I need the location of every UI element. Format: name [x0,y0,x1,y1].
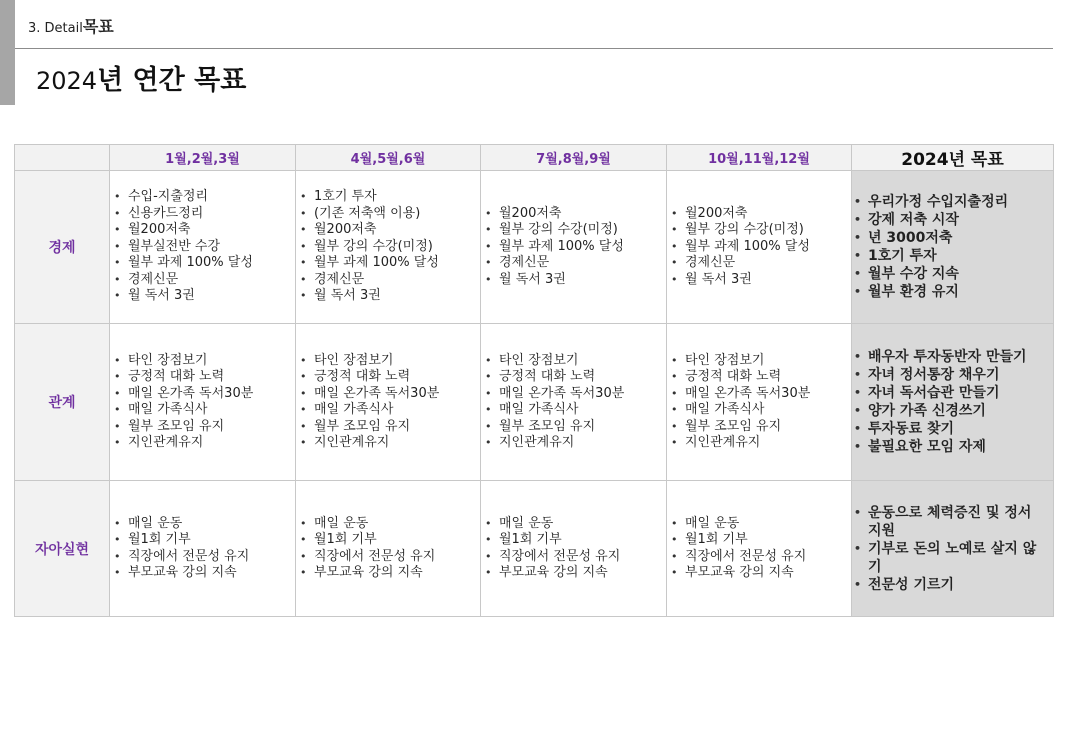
goal-item: • 양가 가족 신경쓰기 [854,402,1053,420]
list-item: • 매일 온가족 독서30분 [485,386,666,403]
list-item: • 월200저축 [485,206,666,223]
plan-cell [667,481,852,617]
page-title [36,58,246,97]
list-item: • 월1회 기부 [671,532,851,549]
list-item: • 경제신문 [671,255,851,272]
goal-item: • 배우자 투자동반자 만들기 [854,348,1053,366]
list-item: • 긍정적 대화 노력 [300,369,480,386]
annual-goal-cell [852,324,1054,481]
list-item: • 수입-지출정리 [114,189,295,206]
list-item: • 매일 가족식사 [485,402,666,419]
list-item: • 부모교육 강의 지속 [671,565,851,582]
list-item: • 월부 조모임 유지 [300,419,480,436]
list-item: • 직장에서 전문성 유지 [300,549,480,566]
goal-item: • 기부로 돈의 노예로 살지 않기 [854,540,1053,576]
plan-cell [667,171,852,324]
list-item: • 부모교육 강의 지속 [114,565,295,582]
list-item: • 월200저축 [114,222,295,239]
list-item: • 매일 가족식사 [671,402,851,419]
list-item: • 월부 조모임 유지 [671,419,851,436]
list-item: • 월부 강의 수강(미정) [300,239,480,256]
list-item: • 신용카드정리 [114,206,295,223]
list-item: • 월1회 기부 [485,532,666,549]
goal-item: • 월부 환경 유지 [854,283,1053,301]
plan-list [667,516,851,582]
goal-list [852,193,1053,301]
goal-item: • 전문성 기르기 [854,576,1053,594]
goal-item: • 강제 저축 시작 [854,211,1053,229]
plan-list [481,353,666,452]
plan-list [481,206,666,289]
list-item: • 부모교육 강의 지속 [485,565,666,582]
table-row-economy [15,171,1054,324]
column-header-q4: 10월,11월,12월 [667,145,852,171]
list-item: • 매일 온가족 독서30분 [671,386,851,403]
side-accent-bar [0,0,15,105]
plan-list [667,206,851,289]
plan-cell [296,324,481,481]
plan-cell [481,481,667,617]
list-item: • 월부 과제 100% 달성 [485,239,666,256]
list-item: • 월부 과제 100% 달성 [300,255,480,272]
list-item: • 타인 장점보기 [300,353,480,370]
column-header-annual-goal: 2024년 목표 [852,145,1054,171]
goal-item: • 우리가정 수입지출정리 [854,193,1053,211]
list-item: • 월부 과제 100% 달성 [671,239,851,256]
table-corner-cell [15,145,110,171]
list-item: • 지인관계유지 [114,435,295,452]
plan-list [481,516,666,582]
list-item: • 월200저축 [300,222,480,239]
list-item: • 월부실전반 수강 [114,239,295,256]
plan-cell [296,481,481,617]
plan-list [296,353,480,452]
list-item: • 월1회 기부 [300,532,480,549]
plan-list [667,353,851,452]
plan-cell [481,324,667,481]
goal-item: • 자녀 정서통장 채우기 [854,366,1053,384]
list-item: • 경제신문 [300,272,480,289]
annual-goals-table [14,144,1054,617]
list-item: • 월부 강의 수강(미정) [485,222,666,239]
list-item: • 지인관계유지 [300,435,480,452]
page-title-year: 2024 [36,67,98,95]
list-item: • 매일 운동 [671,516,851,533]
list-item: • 긍정적 대화 노력 [485,369,666,386]
plan-list [110,189,295,305]
plan-list [296,516,480,582]
row-header-self-actualization: 자아실현 [15,481,110,617]
row-header-economy: 경제 [15,171,110,324]
list-item: • 매일 가족식사 [300,402,480,419]
list-item: • 긍정적 대화 노력 [671,369,851,386]
table-body [15,171,1054,617]
plan-cell [296,171,481,324]
list-item: • 월1회 기부 [114,532,295,549]
table-header-row [15,145,1054,171]
list-item: • 지인관계유지 [671,435,851,452]
goal-item: • 1호기 투자 [854,247,1053,265]
goal-list [852,348,1053,456]
list-item: • 경제신문 [114,272,295,289]
table-row-self-actualization [15,481,1054,617]
list-item: • 매일 온가족 독서30분 [300,386,480,403]
section-label [28,14,114,37]
list-item: • 월 독서 3권 [300,288,480,305]
table-row-relationship [15,324,1054,481]
plan-list [110,516,295,582]
goal-item: • 년 3000저축 [854,229,1053,247]
list-item: • 월 독서 3권 [671,272,851,289]
column-header-q2: 4월,5월,6월 [296,145,481,171]
list-item: • 매일 운동 [300,516,480,533]
list-item: • 매일 운동 [485,516,666,533]
goal-item: • 운동으로 체력증진 및 정서 지원 [854,504,1053,540]
list-item: • 1호기 투자 [300,189,480,206]
list-item: • 지인관계유지 [485,435,666,452]
list-item: • 매일 온가족 독서30분 [114,386,295,403]
goal-item: • 투자동료 찾기 [854,420,1053,438]
list-item: • 매일 운동 [114,516,295,533]
plan-cell [110,481,296,617]
list-item: • (기존 저축액 이용) [300,206,480,223]
plan-list [296,189,480,305]
list-item: • 직장에서 전문성 유지 [671,549,851,566]
header-divider [15,48,1053,49]
page-title-text: 년 연간 목표 [97,65,247,96]
plan-cell [481,171,667,324]
list-item: • 부모교육 강의 지속 [300,565,480,582]
list-item: • 직장에서 전문성 유지 [114,549,295,566]
list-item: • 월부 조모임 유지 [485,419,666,436]
row-header-relationship: 관계 [15,324,110,481]
column-header-q3: 7월,8월,9월 [481,145,667,171]
annual-goal-cell [852,481,1054,617]
plan-cell [110,171,296,324]
list-item: • 매일 가족식사 [114,402,295,419]
section-main: 목표 [82,17,114,36]
list-item: • 타인 장점보기 [671,353,851,370]
list-item: • 월부 과제 100% 달성 [114,255,295,272]
plan-cell [667,324,852,481]
list-item: • 타인 장점보기 [114,353,295,370]
annual-goal-cell [852,171,1054,324]
list-item: • 경제신문 [485,255,666,272]
plan-cell [110,324,296,481]
plan-list [110,353,295,452]
goal-item: • 불필요한 모임 자제 [854,438,1053,456]
goal-item: • 자녀 독서습관 만들기 [854,384,1053,402]
list-item: • 월 독서 3권 [485,272,666,289]
list-item: • 월 독서 3권 [114,288,295,305]
goal-item: • 월부 수강 지속 [854,265,1053,283]
list-item: • 월부 강의 수강(미정) [671,222,851,239]
list-item: • 월200저축 [671,206,851,223]
column-header-q1: 1월,2월,3월 [110,145,296,171]
list-item: • 월부 조모임 유지 [114,419,295,436]
list-item: • 긍정적 대화 노력 [114,369,295,386]
list-item: • 직장에서 전문성 유지 [485,549,666,566]
goal-list [852,504,1053,594]
section-prefix: 3. Detail [28,21,83,36]
list-item: • 타인 장점보기 [485,353,666,370]
